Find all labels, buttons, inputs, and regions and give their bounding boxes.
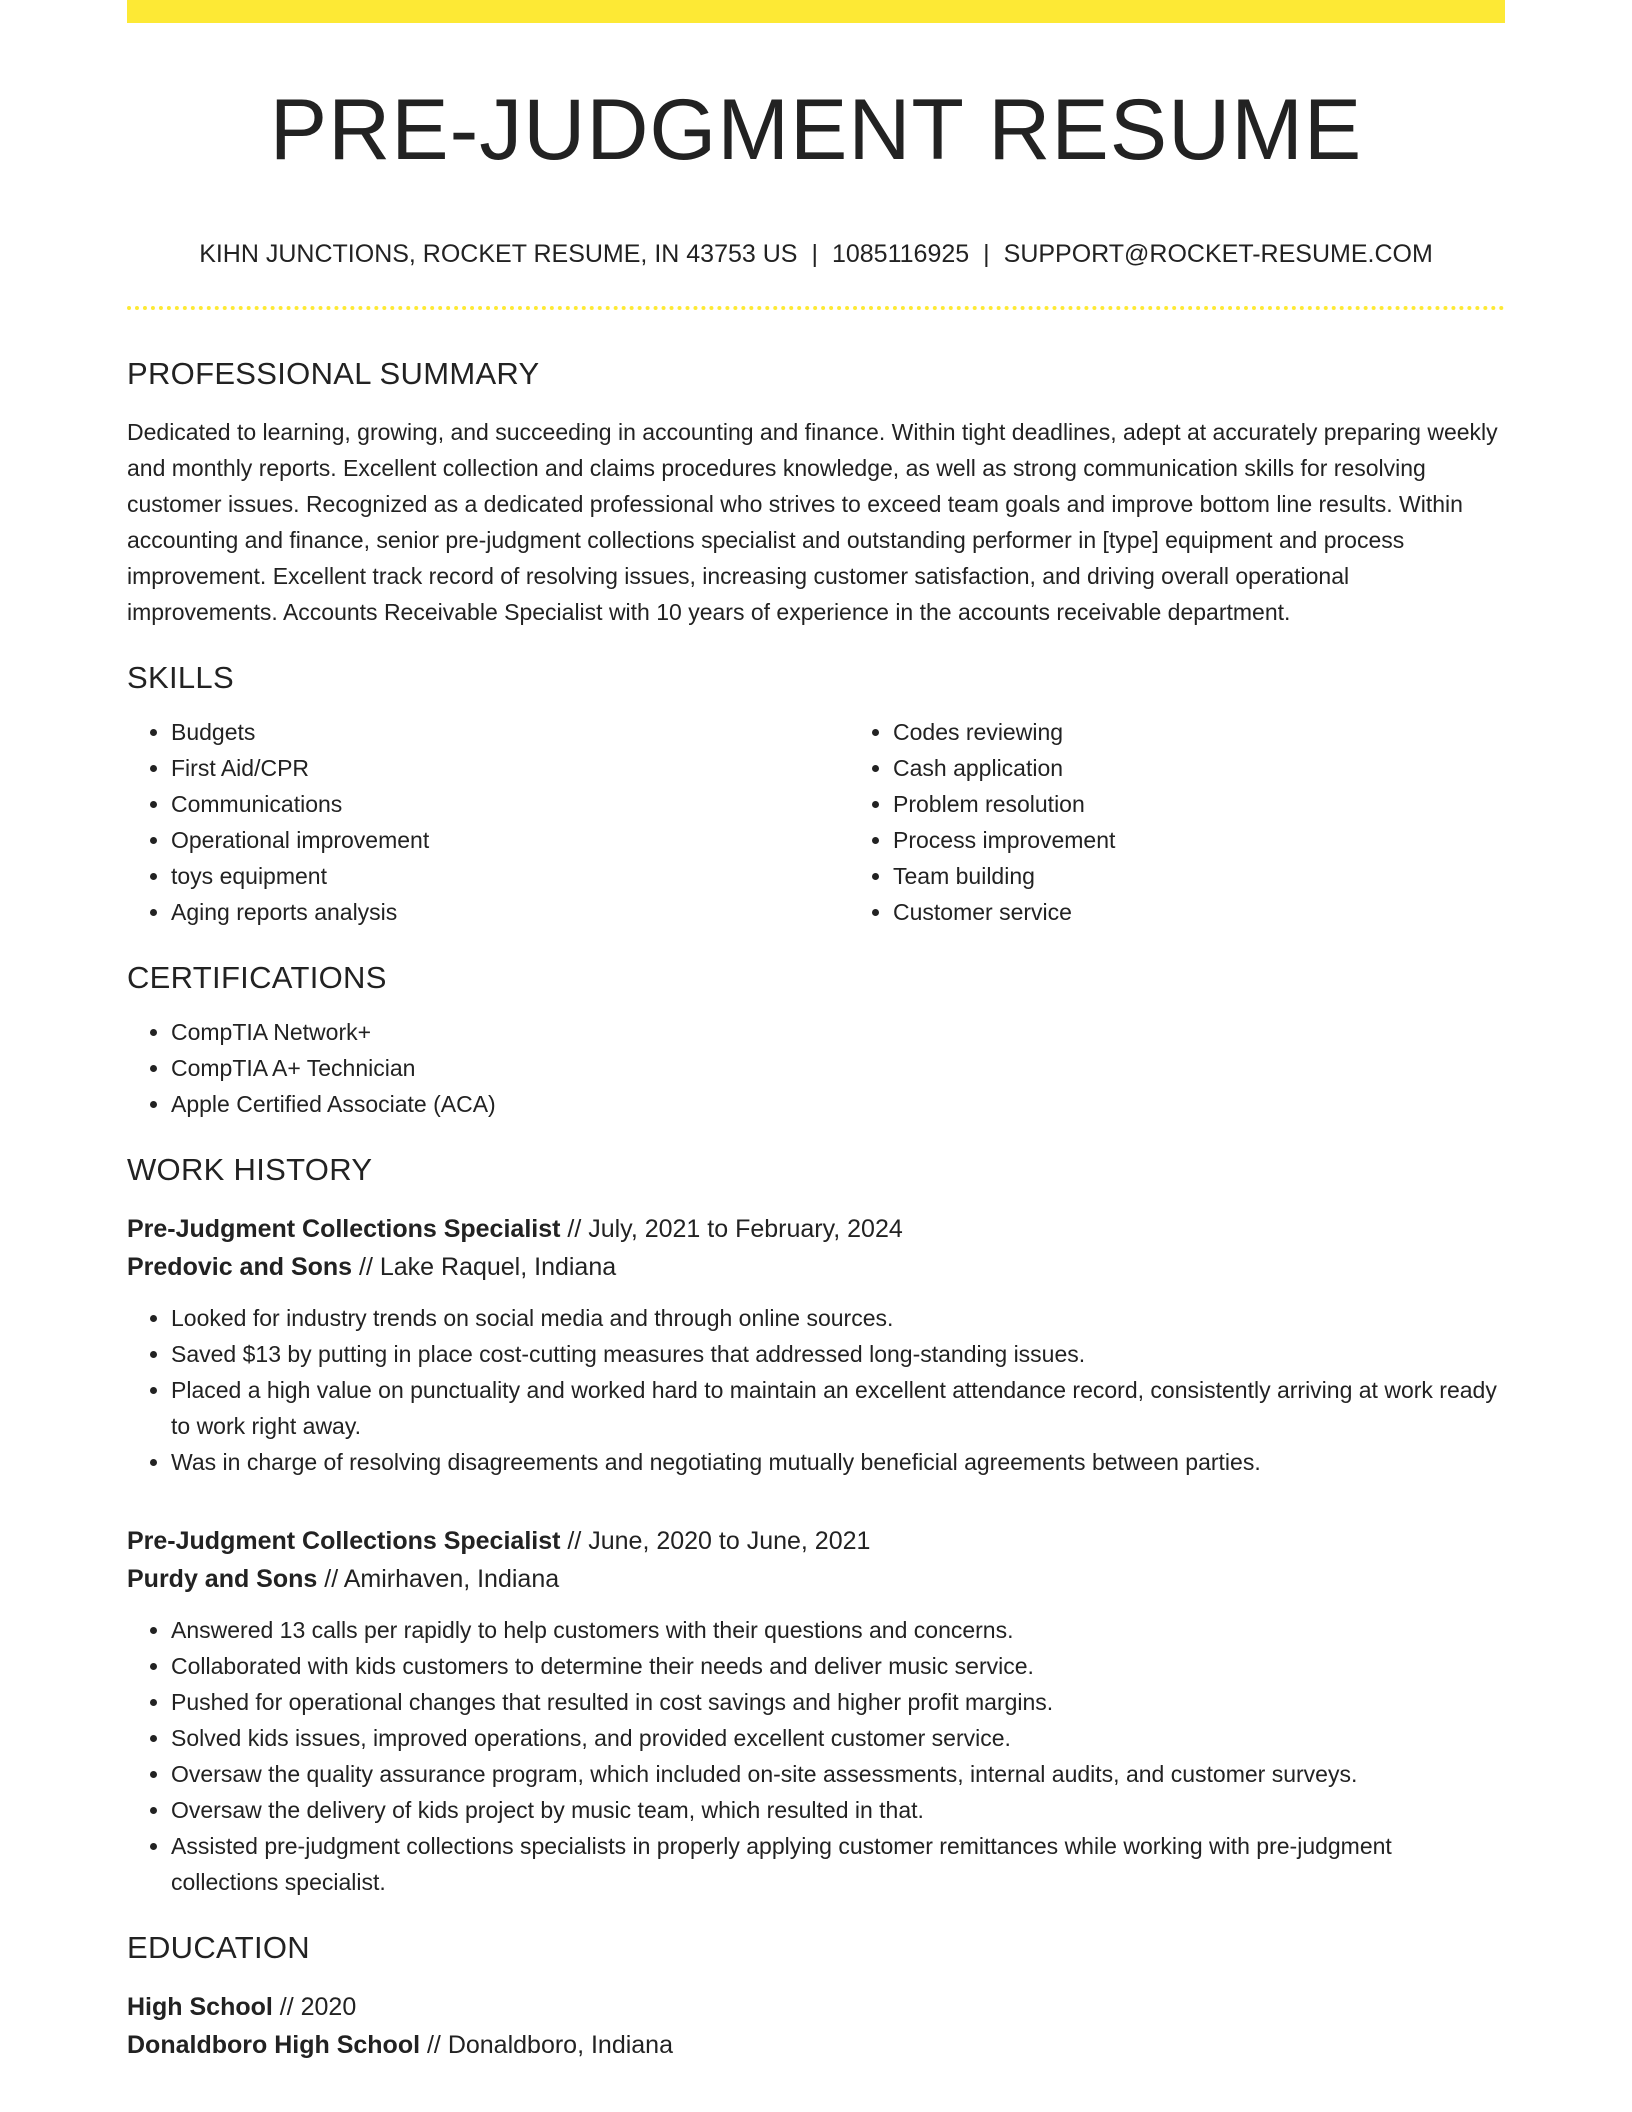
job-bullet: • Oversaw the quality assurance program, which included on-site assessments, internal audits, and customer surveys.: [171, 1756, 1505, 1792]
job-company: Predovic and Sons: [127, 1253, 353, 1281]
certifications-list: [127, 1014, 1505, 1122]
job-title-line: [127, 1522, 1505, 1560]
skill-item: • Budgets: [171, 714, 849, 750]
skill-item: • Team building: [893, 858, 1571, 894]
certification-item: • Apple Certified Associate (ACA): [171, 1086, 1505, 1122]
education-degree: High School: [127, 1993, 273, 2021]
job-dates: // June, 2020 to June, 2021: [567, 1527, 871, 1555]
job-bullet: • Answered 13 calls per rapidly to help customers with their questions and concerns.: [171, 1612, 1505, 1648]
contact-address: KIHN JUNCTIONS, ROCKET RESUME, IN 43753 US: [199, 240, 798, 268]
job-bullet: • Looked for industry trends on social media and through online sources.: [171, 1300, 1505, 1336]
contact-separator: |: [983, 240, 990, 268]
job-company-line: [127, 1248, 1505, 1286]
job-entry: [127, 1522, 1505, 1900]
certification-item: • CompTIA Network+: [171, 1014, 1505, 1050]
accent-top-bar: [127, 0, 1505, 23]
job-title: Pre-Judgment Collections Specialist: [127, 1215, 561, 1243]
education-school-line: [127, 2026, 1505, 2064]
summary-section: [127, 352, 1505, 630]
job-bullet: • Oversaw the delivery of kids project by music team, which resulted in that.: [171, 1792, 1505, 1828]
education-location: // Donaldboro, Indiana: [426, 2031, 673, 2059]
education-year: // 2020: [279, 1993, 357, 2021]
skill-item: • First Aid/CPR: [171, 750, 849, 786]
job-bullet: • Assisted pre-judgment collections specialists in properly applying customer remittances while working with pre-judgment collections specialist.: [171, 1828, 1505, 1900]
contact-line: [127, 236, 1505, 272]
skill-item: • Process improvement: [893, 822, 1571, 858]
skill-item: • Cash application: [893, 750, 1571, 786]
job-bullets: [127, 1612, 1505, 1900]
skill-item: • Communications: [171, 786, 849, 822]
education-degree-line: [127, 1988, 1505, 2026]
skill-item: • Aging reports analysis: [171, 894, 849, 930]
job-bullet: • Saved $13 by putting in place cost-cutting measures that addressed long-standing issues.: [171, 1336, 1505, 1372]
education-section: [127, 1926, 1505, 2064]
section-heading: EDUCATION: [127, 1930, 310, 1965]
education-school: Donaldboro High School: [127, 2031, 421, 2059]
skills-grid: [127, 714, 1505, 930]
job-dates: // July, 2021 to February, 2024: [567, 1215, 903, 1243]
certifications-section: [127, 956, 1505, 1122]
skill-item: • Customer service: [893, 894, 1571, 930]
contact-separator: |: [811, 240, 818, 268]
resume-name: PRE-JUDGMENT RESUME: [269, 82, 1363, 178]
certification-item: • CompTIA A+ Technician: [171, 1050, 1505, 1086]
dotted-divider: [127, 306, 1505, 310]
skill-item: • Codes reviewing: [893, 714, 1571, 750]
skill-item: • Problem resolution: [893, 786, 1571, 822]
summary-text: Dedicated to learning, growing, and succeeding in accounting and finance. Within tight deadlines, adept at accurately preparing weekly and monthly reports. Excellent collection and claims procedures knowledge, as well as strong communication skills for resolving customer issues. Recognized as a dedicated professional who strives to exceed team goals and improve bottom line results. Within accounting and finance, senior pre-judgment collections specialist and outstanding performer in [type] equipment and process improvement. Excellent track record of resolving issues, increasing customer satisfaction, and driving overall operational improvements. Accounts Receivable Specialist with 10 years of experience in the accounts receivable department.: [127, 419, 1498, 625]
contact-phone: 1085116925: [831, 240, 970, 268]
section-heading: WORK HISTORY: [127, 1152, 373, 1187]
job-location: // Amirhaven, Indiana: [324, 1565, 560, 1593]
job-title: Pre-Judgment Collections Specialist: [127, 1527, 561, 1555]
section-heading: CERTIFICATIONS: [127, 960, 387, 995]
section-heading: SKILLS: [127, 660, 234, 695]
job-bullet: • Solved kids issues, improved operations, and provided excellent customer service.: [171, 1720, 1505, 1756]
job-title-line: [127, 1210, 1505, 1248]
skills-list-right: [849, 714, 1571, 930]
job-bullet: • Collaborated with kids customers to determine their needs and deliver music service.: [171, 1648, 1505, 1684]
skill-item: • toys equipment: [171, 858, 849, 894]
resume-content: [127, 352, 1505, 2064]
job-company-line: [127, 1560, 1505, 1598]
section-heading: PROFESSIONAL SUMMARY: [127, 356, 540, 391]
job-bullets: [127, 1300, 1505, 1480]
contact-email: SUPPORT@ROCKET-RESUME.COM: [1003, 240, 1433, 268]
job-entry: [127, 1210, 1505, 1480]
job-bullet: • Placed a high value on punctuality and worked hard to maintain an excellent attendance record, consistently arriving at work ready to work right away.: [171, 1372, 1505, 1444]
skill-item: • Operational improvement: [171, 822, 849, 858]
job-bullet: • Pushed for operational changes that resulted in cost savings and higher profit margins.: [171, 1684, 1505, 1720]
education-entry: [127, 1988, 1505, 2064]
work-history-section: [127, 1148, 1505, 1900]
job-bullet: • Was in charge of resolving disagreements and negotiating mutually beneficial agreements between parties.: [171, 1444, 1505, 1480]
job-company: Purdy and Sons: [127, 1565, 318, 1593]
skills-section: [127, 656, 1505, 930]
skills-list-left: [127, 714, 849, 930]
job-location: // Lake Raquel, Indiana: [359, 1253, 617, 1281]
